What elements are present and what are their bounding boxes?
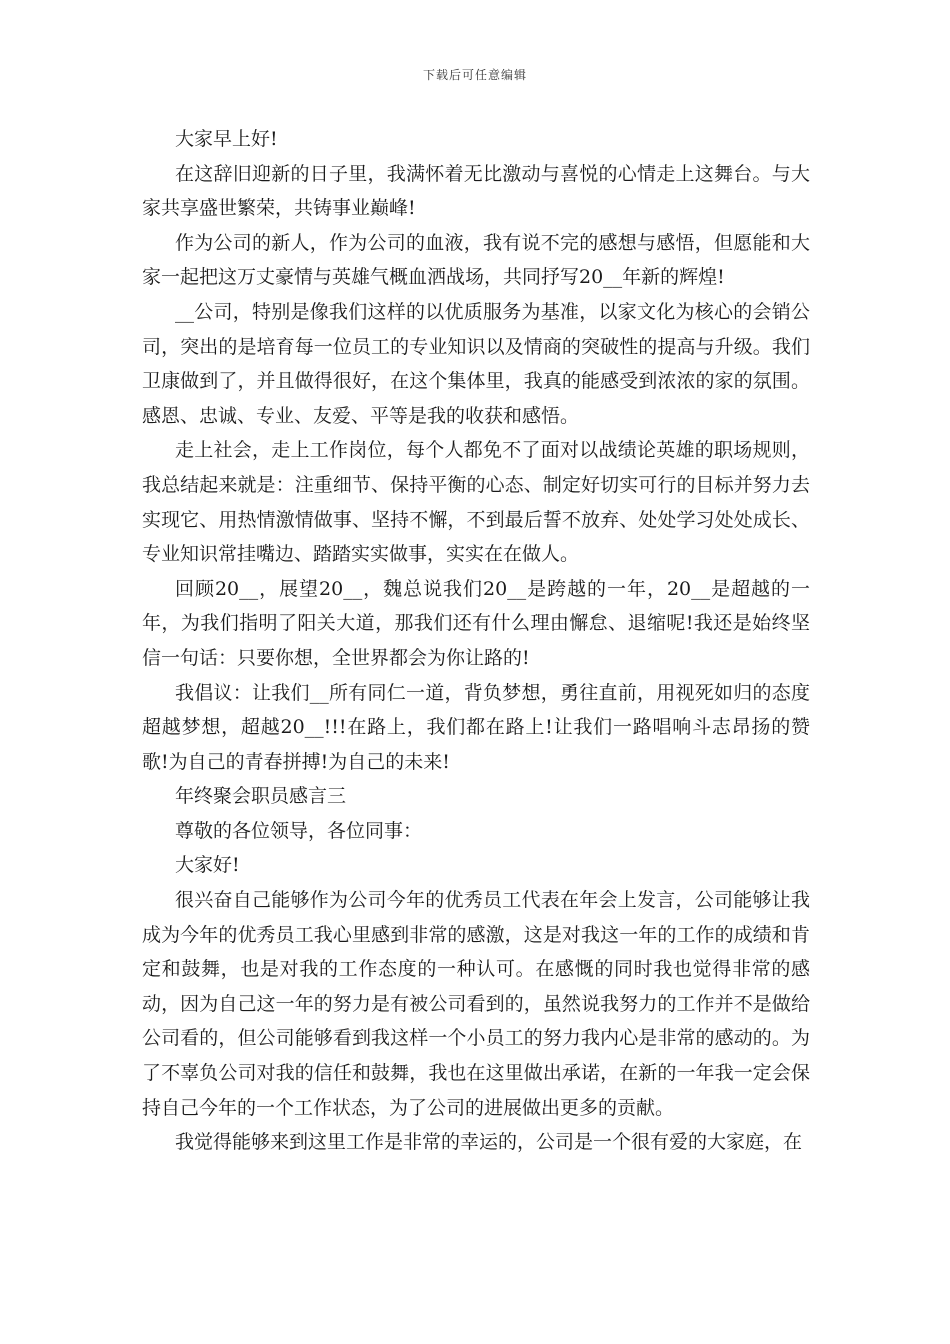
paragraph-opening: 在这辞旧迎新的日子里，我满怀着无比激动与喜悦的心情走上这舞台。与大家共享盛世繁荣，共铸事业巅峰! [142,162,810,220]
paragraph-newcomer: 作为公司的新人，作为公司的血液，我有说不完的感想与感悟，但愿能和大家一起把这万丈豪情与英雄气概血洒战场，共同抒写20__年新的辉煌! [142,231,810,289]
paragraph-lucky: 我觉得能够来到这里工作是非常的幸运的，公司是一个很有爱的大家庭，在 [175,1131,803,1154]
paragraph-review: 回顾20__，展望20__，魏总说我们20__是跨越的一年，20__是超越的一年，为我们指明了阳关大道，那我们还有什么理由懈怠、退缩呢!我还是始终坚信一句话：只要你想，全世界都会为你让路的! [142,577,810,669]
paragraph-workplace: 走上社会，走上工作岗位，每个人都免不了面对以战绩论英雄的职场规则，我总结起来就是：注重细节、保持平衡的心态、制定好切实可行的目标并努力去实现它、用热情激情做事、坚持不懈，不到最后誓不放弃、处处学习处处成长、专业知识常挂嘴边、踏踏实实做事，实实在在做人。 [142,439,810,566]
paragraph-salutation: 尊敬的各位领导，各位同事： [175,819,423,842]
paragraph-excellent-employee: 很兴奋自己能够作为公司今年的优秀员工代表在年会上发言，公司能够让我成为今年的优秀员工我心里感到非常的感激，这是对我这一年的工作的成绩和肯定和鼓舞，也是对我的工作态度的一种认可。在感慨的同时我也觉得非常的感动，因为自己这一年的努力是有被公司看到的，虽然说我努力的工作并不是做给公司看的，但公司能够看到我这样一个小员工的努力我内心是非常的感动的。为了不辜负公司对我的信任和鼓舞，我也在这里做出承诺，在新的一年我一定会保持自己今年的一个工作状态，为了公司的进展做出更多的贡献。 [142,889,810,1119]
page-header-note: 下载后可任意编辑 [422,68,527,82]
paragraph-greeting: 大家早上好! [175,128,278,150]
paragraph-company: __公司，特别是像我们这样的以优质服务为基准，以家文化为核心的会销公司，突出的是培育每一位员工的专业知识以及情商的突破性的提高与升级。我们卫康做到了，并且做得很好，在这个集体里，我真的能感受到浓浓的家的氛围。感恩、忠诚、专业、友爱、平等是我的收获和感悟。 [142,300,810,427]
document-body [142,122,810,1160]
section-title: 年终聚会职员感言三 [175,785,347,808]
paragraph-proposal: 我倡议：让我们__所有同仁一道，背负梦想，勇往直前，用视死如归的态度超越梦想，超越20__!!!在路上，我们都在路上!让我们一路唱响斗志昂扬的赞歌!为自己的青春拼搏!为自己的未来! [142,681,810,773]
paragraph-hello: 大家好! [175,854,240,877]
